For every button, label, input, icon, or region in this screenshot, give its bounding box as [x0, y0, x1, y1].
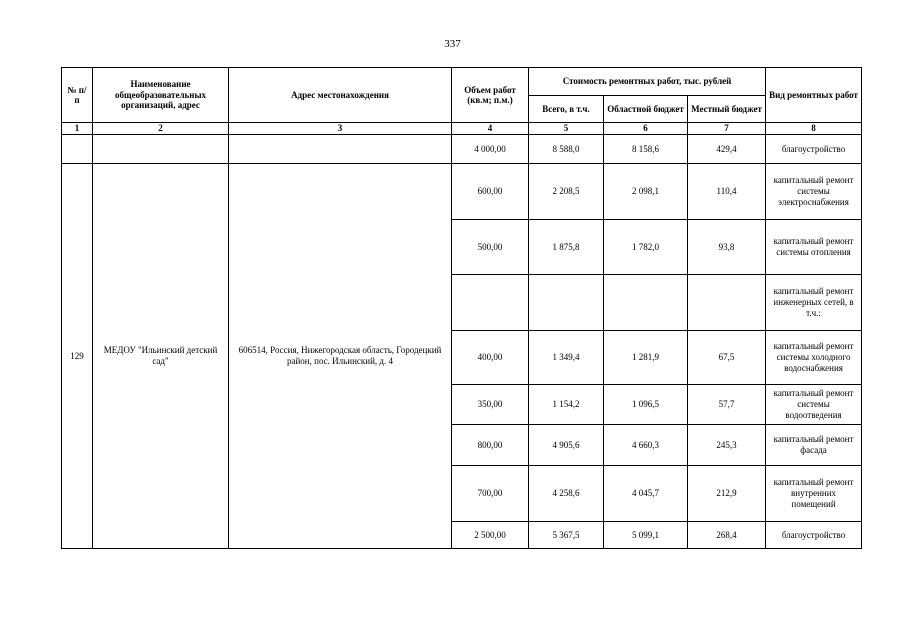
- table-row: [62, 164, 862, 220]
- cell-local: 245,3: [688, 425, 766, 466]
- column-number: 6: [604, 123, 688, 135]
- cell-volume: 700,00: [452, 466, 529, 522]
- cell-regional: [604, 275, 688, 331]
- cell-total: [529, 275, 604, 331]
- cell-work-type: капитальный ремонт системы холодного водоснабжения: [766, 331, 862, 385]
- cell-empty: [229, 135, 452, 164]
- cell-regional: 1 096,5: [604, 385, 688, 425]
- cell-empty: [62, 135, 93, 164]
- cell-total: 5 367,5: [529, 522, 604, 549]
- cell-organization-name: МЕДОУ "Ильинский детский сад": [93, 164, 229, 549]
- header-work-type: Вид ремонтных работ: [766, 68, 862, 123]
- cell-local: 212,9: [688, 466, 766, 522]
- cell-work-type: благоустройство: [766, 135, 862, 164]
- column-number: 2: [93, 123, 229, 135]
- cell-address: 606514, Россия, Нижегородская область, Городецкий район, пос. Ильинский, д. 4: [229, 164, 452, 549]
- cell-local: 67,5: [688, 331, 766, 385]
- cell-local: 93,8: [688, 220, 766, 275]
- cell-entry-number: 129: [62, 164, 93, 549]
- header-address: Адрес местонахождения: [229, 68, 452, 123]
- cell-local: 110,4: [688, 164, 766, 220]
- cell-total: 1 875,8: [529, 220, 604, 275]
- cell-work-type: капитальный ремонт системы водоотведения: [766, 385, 862, 425]
- header-cost-group: Стоимость ремонтных работ, тыс. рублей: [529, 68, 766, 96]
- header-total: Всего, в т.ч.: [529, 96, 604, 123]
- cell-total: 4 905,6: [529, 425, 604, 466]
- cell-volume: 500,00: [452, 220, 529, 275]
- header-volume: Объем работ (кв.м; п.м.): [452, 68, 529, 123]
- repair-works-table: [61, 67, 862, 549]
- cell-total: 8 588,0: [529, 135, 604, 164]
- column-number: 7: [688, 123, 766, 135]
- cell-local: 429,4: [688, 135, 766, 164]
- column-number: 5: [529, 123, 604, 135]
- cell-volume: 400,00: [452, 331, 529, 385]
- cell-volume: 350,00: [452, 385, 529, 425]
- header-organization-name: Наименование общеобразовательных организаций, адрес: [93, 68, 229, 123]
- cell-work-type: капитальный ремонт внутренних помещений: [766, 466, 862, 522]
- cell-volume: 2 500,00: [452, 522, 529, 549]
- cell-regional: 1 281,9: [604, 331, 688, 385]
- cell-regional: 4 660,3: [604, 425, 688, 466]
- cell-regional: 1 782,0: [604, 220, 688, 275]
- cell-local: 57,7: [688, 385, 766, 425]
- cell-volume: 4 000,00: [452, 135, 529, 164]
- cell-local: 268,4: [688, 522, 766, 549]
- cell-total: 2 208,5: [529, 164, 604, 220]
- cell-total: 1 154,2: [529, 385, 604, 425]
- cell-work-type: капитальный ремонт фасада: [766, 425, 862, 466]
- cell-work-type: благоустройство: [766, 522, 862, 549]
- column-number: 8: [766, 123, 862, 135]
- header-local-budget: Местный бюджет: [688, 96, 766, 123]
- column-number: 1: [62, 123, 93, 135]
- cell-regional: 8 158,6: [604, 135, 688, 164]
- cell-work-type: капитальный ремонт инженерных сетей, в т.ч.:: [766, 275, 862, 331]
- header-regional-budget: Областной бюджет: [604, 96, 688, 123]
- page-number: 337: [444, 38, 461, 50]
- cell-volume: 600,00: [452, 164, 529, 220]
- cell-volume: [452, 275, 529, 331]
- cell-total: 1 349,4: [529, 331, 604, 385]
- column-number: 3: [229, 123, 452, 135]
- cell-regional: 5 099,1: [604, 522, 688, 549]
- cell-total: 4 258,6: [529, 466, 604, 522]
- column-number: 4: [452, 123, 529, 135]
- cell-volume: 800,00: [452, 425, 529, 466]
- cell-regional: 2 098,1: [604, 164, 688, 220]
- header-number: № п/п: [62, 68, 93, 123]
- cell-regional: 4 045,7: [604, 466, 688, 522]
- cell-work-type: капитальный ремонт системы электроснабжения: [766, 164, 862, 220]
- cell-local: [688, 275, 766, 331]
- cell-empty: [93, 135, 229, 164]
- table-row: [62, 135, 862, 164]
- cell-work-type: капитальный ремонт системы отопления: [766, 220, 862, 275]
